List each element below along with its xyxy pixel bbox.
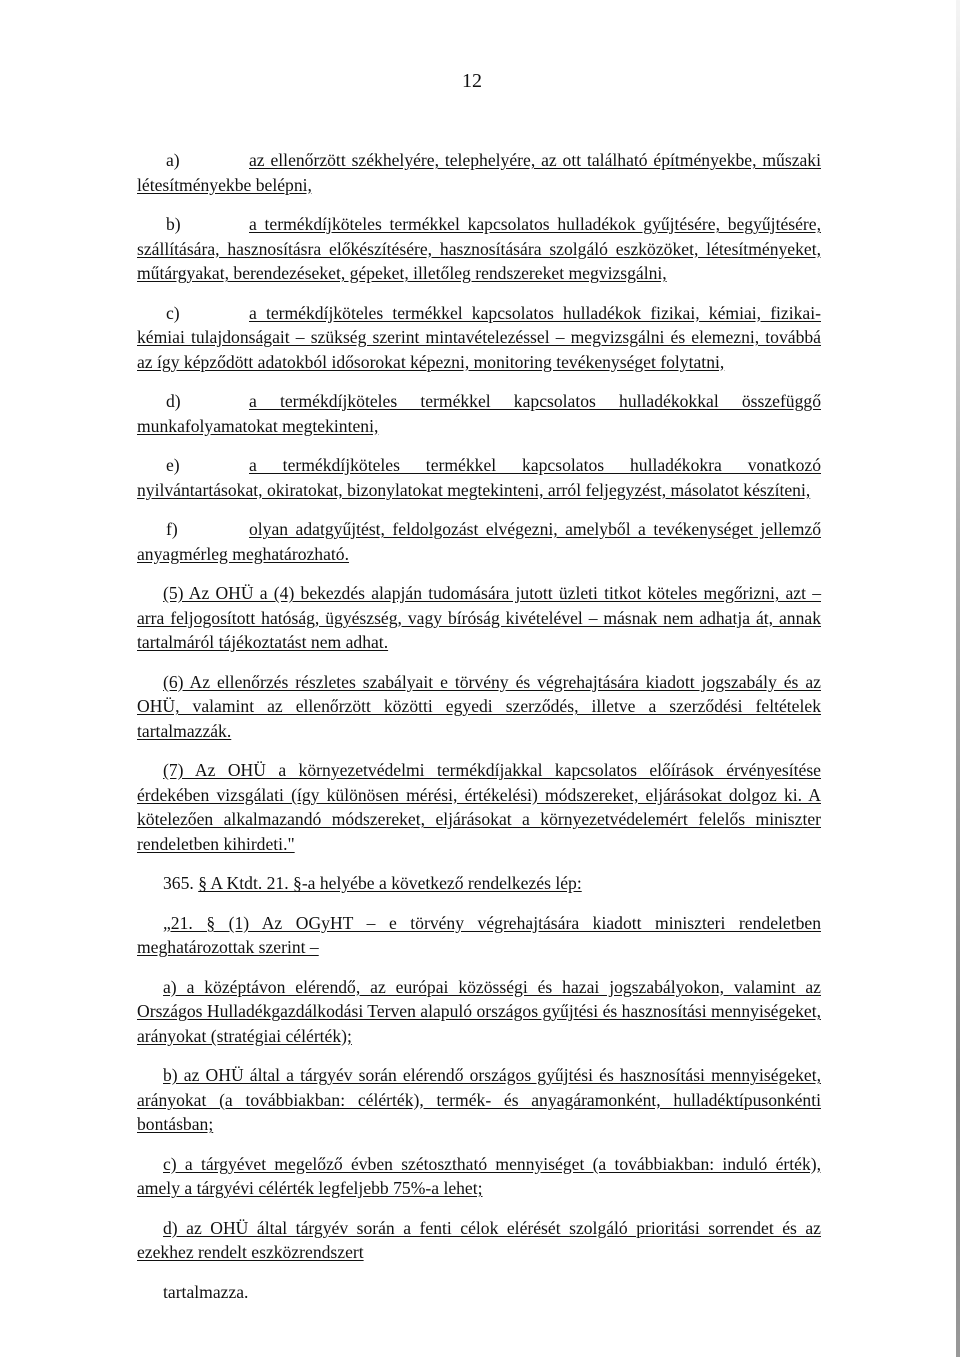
paragraph-text: (6) Az ellenőrzés részletes szabályait e törvény és végrehajtására kiadott jogszabály és az OHÜ, valamint az ellenőrzött közötti egyedi szerződés, illetve a szerződési feltételek tartalmazzák.: [137, 671, 821, 741]
item-label: b): [166, 214, 181, 234]
section-365-heading: [137, 871, 821, 896]
subpoint-d: [137, 1216, 821, 1265]
subpoint-b: [137, 1063, 821, 1137]
closing-word: [137, 1280, 821, 1305]
subpoint-a: [137, 975, 821, 1049]
item-text: a termékdíjköteles termékkel kapcsolatos hulladékokra vonatkozó nyilvántartásokat, okiratokat, bizonylatokat megtekinteni, arról feljegyzést, másolatot készíteni,: [137, 455, 821, 500]
item-label: e): [166, 455, 180, 475]
list-item-c: [137, 301, 821, 375]
section-21-intro: [137, 911, 821, 960]
item-text: olyan adatgyűjtést, feldolgozást elvégezni, amelyből a tevékenységet jellemző anyagmérleg meghatározható.: [137, 519, 821, 564]
list-item-a: [137, 148, 821, 197]
scan-edge-shadow: [956, 0, 960, 1357]
list-item-b: [137, 212, 821, 286]
document-body: [137, 148, 821, 1319]
subpoint-c: [137, 1152, 821, 1201]
paragraph-5: [137, 581, 821, 655]
item-label: d): [166, 391, 181, 411]
list-item-f: [137, 517, 821, 566]
paragraph-text: „21. § (1) Az OGyHT – e törvény végrehajtására kiadott miniszteri rendeletben meghatározottak szerint –: [137, 912, 821, 957]
paragraph-text: tartalmazza.: [163, 1281, 249, 1302]
paragraph-text: b) az OHÜ által a tárgyév során elérendő országos gyűjtési és hasznosítási mennyiségeket, arányokat (a továbbiakban: célérték), termék- és anyagáramonként, hulladéktípusonkénti bontásban;: [137, 1065, 821, 1134]
list-item-e: [137, 453, 821, 502]
paragraph-text: a) a középtávon elérendő, az európai közösségi és hazai jogszabályokon, valamint az Országos Hulladékgazdálkodási Terven alapuló országos gyűjtési és hasznosítási mennyiségeket, arányokat (stratégiai célérték);: [137, 976, 821, 1046]
paragraph-text: d) az OHÜ által tárgyév során a fenti célok elérését szolgáló prioritási sorrendet és az ezekhez rendelt eszközrendszert: [137, 1217, 821, 1262]
paragraph-text: (5) Az OHÜ a (4) bekezdés alapján tudomására jutott üzleti titkot köteles megőrizni, azt – arra feljogosított hatóság, ügyészség, vagy bíróság kivételével – másnak nem adhatja át, annak tartalmáról tájékoztatást nem adhat.: [137, 583, 821, 652]
paragraph-text: (7) Az OHÜ a környezetvédelmi termékdíjakkal kapcsolatos előírások érvényesítése érdekében vizsgálati (így különösen mérési, értékelési) módszereket, eljárásokat dolgoz ki. A kötelezően alkalmazandó módszereket, eljárásokat a környezetvédelemért felelős miniszter rendeletben kihirdeti.": [137, 760, 821, 854]
item-text: a termékdíjköteles termékkel kapcsolatos hulladékok gyűjtésére, begyűjtésére, szállítására, hasznosításra előkészítésére, hasznosítására szolgáló eszközöket, létesítményeket, műtárgyakat, berendezéseket, gépeket, illetőleg rendszereket megvizsgálni,: [137, 214, 821, 283]
page-number: 12: [462, 70, 482, 92]
section-heading-text: § A Ktdt. 21. §-a helyébe a következő rendelkezés lép:: [198, 873, 582, 893]
item-label: f): [166, 519, 178, 539]
paragraph-text: c) a tárgyévet megelőző évben szétosztható mennyiséget (a továbbiakban: induló érték), amely a tárgyévi célérték legfeljebb 75%-a lehet;: [137, 1153, 821, 1198]
item-text: a termékdíjköteles termékkel kapcsolatos hulladékok fizikai, kémiai, fizikai-kémiai tulajdonságait – szükség szerint mintavételezéssel – megvizsgálni és elemezni, továbbá az így képződött adatokból idősorokat képezni, monitoring tevékenységet folytatni,: [137, 302, 821, 372]
item-text: a termékdíjköteles termékkel kapcsolatos hulladékokkal összefüggő munkafolyamatokat megtekinteni,: [137, 391, 821, 436]
paragraph-7: [137, 758, 821, 856]
item-label: c): [166, 302, 180, 323]
list-item-d: [137, 389, 821, 438]
item-text: az ellenőrzött székhelyére, telephelyére, az ott található építményekbe, műszaki létesítményekbe belépni,: [137, 150, 821, 195]
paragraph-6: [137, 670, 821, 744]
section-number: 365.: [163, 873, 194, 893]
item-label: a): [166, 150, 180, 170]
